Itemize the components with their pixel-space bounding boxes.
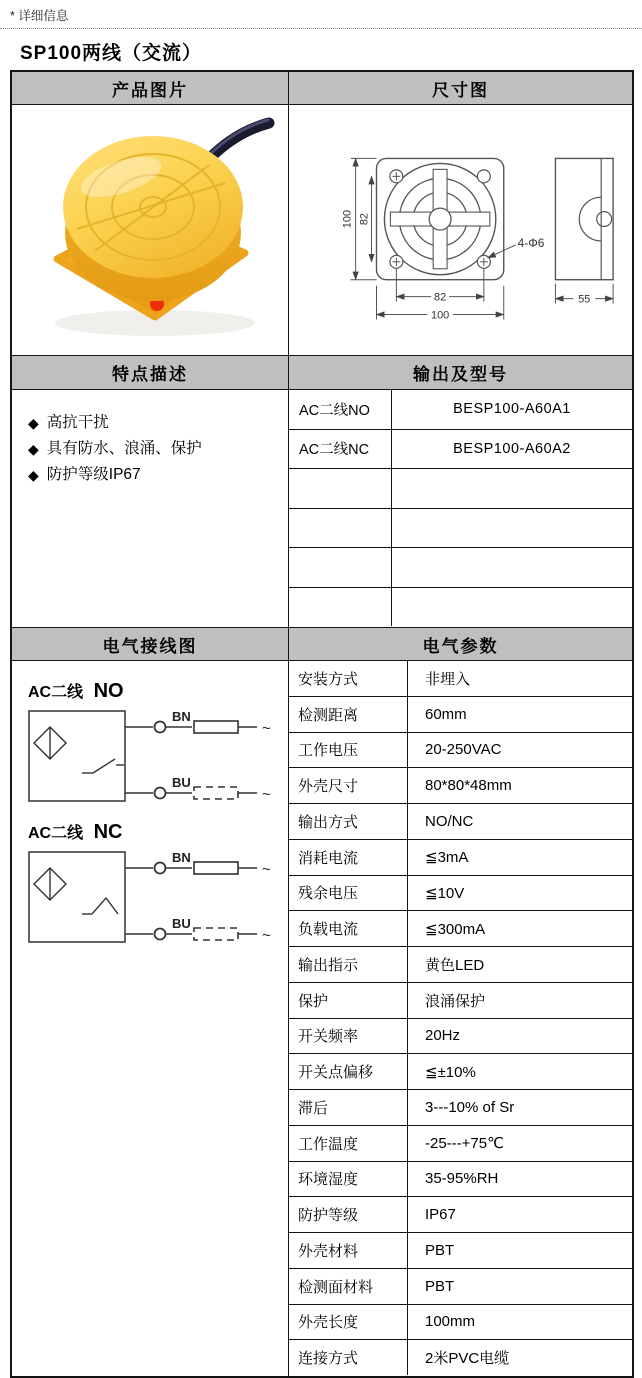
section2-header-row <box>12 356 632 390</box>
output-row <box>289 390 632 430</box>
wiring-nc-prefix: AC二线 <box>28 825 84 842</box>
parameter-value: 35-95%RH <box>425 1170 499 1188</box>
parameter-value: 20Hz <box>425 1027 461 1045</box>
side-view-outline <box>555 158 613 279</box>
wire-bn-label: BN <box>172 850 191 865</box>
terminal <box>155 929 166 940</box>
feature-item <box>28 436 282 462</box>
parameter-row <box>289 1054 632 1090</box>
parameters-table <box>289 661 632 1376</box>
parameter-label: 工作温度 <box>289 1126 408 1161</box>
parameter-label: 连接方式 <box>289 1340 408 1375</box>
dim-holes: 4-Φ6 <box>517 235 545 250</box>
parameter-value: -25---+75℃ <box>425 1135 504 1153</box>
parameter-row <box>289 1197 632 1233</box>
outputs-table <box>289 390 632 627</box>
feature-text: 具有防水、浪涌、保护 <box>46 440 202 457</box>
parameter-label: 开关点偏移 <box>289 1054 408 1089</box>
parameter-row <box>289 876 632 912</box>
parameter-value: 非埋入 <box>425 670 471 688</box>
parameter-row <box>289 840 632 876</box>
wiring-nc-title <box>28 820 288 844</box>
wiring-no-title <box>28 679 288 703</box>
parameter-label: 安装方式 <box>289 661 408 696</box>
features-cell <box>12 390 289 627</box>
dim-width-outer: 100 <box>431 309 450 322</box>
parameter-value: IP67 <box>425 1206 456 1224</box>
feature-text: 高抗干扰 <box>46 414 109 431</box>
dotted-divider <box>0 27 642 29</box>
parameter-label: 保护 <box>289 983 408 1018</box>
wiring-no-name: NO <box>93 680 124 702</box>
features-header: 特点描述 <box>12 356 289 389</box>
parameter-label: 环境湿度 <box>289 1162 408 1197</box>
page-title: SP100两线（交流） <box>20 43 203 64</box>
load-box <box>194 721 238 733</box>
parameter-row <box>289 733 632 769</box>
parameter-value: NO/NC <box>425 812 474 830</box>
output-row <box>289 509 632 549</box>
parameter-row <box>289 1162 632 1198</box>
ac-symbol: ~ <box>262 720 271 737</box>
output-row <box>289 430 632 470</box>
feature-item <box>28 462 282 488</box>
parameter-label: 防护等级 <box>289 1197 408 1232</box>
parameter-row <box>289 1269 632 1305</box>
dimension-diagram-cell <box>289 105 632 355</box>
dim-height-inner: 82 <box>358 212 371 226</box>
output-row <box>289 548 632 588</box>
section3-body-row <box>12 661 632 1376</box>
parameter-label: 检测距离 <box>289 697 408 732</box>
parameter-row <box>289 768 632 804</box>
wiring-diagram-nc <box>26 846 278 950</box>
holes-leader <box>488 245 516 258</box>
parameter-row <box>289 1126 632 1162</box>
parameter-value: ≦10V <box>425 884 465 902</box>
side-bump <box>579 197 601 241</box>
load-box-dashed <box>194 787 238 799</box>
output-row <box>289 588 632 627</box>
output-row <box>289 469 632 509</box>
parameter-value: ≦3mA <box>425 849 469 867</box>
parameter-label: 工作电压 <box>289 733 408 768</box>
wiring-cell <box>12 661 289 1376</box>
parameter-row <box>289 1019 632 1055</box>
parameter-value: 浪涌保护 <box>425 992 486 1010</box>
output-model-number <box>392 588 632 627</box>
output-model-number <box>392 469 632 508</box>
parameter-row <box>289 1340 632 1375</box>
parameter-value: ≦300mA <box>425 920 486 938</box>
parameter-row <box>289 661 632 697</box>
parameter-row <box>289 1090 632 1126</box>
parameter-label: 残余电压 <box>289 876 408 911</box>
load-box-dashed <box>194 928 238 940</box>
terminal <box>155 863 166 874</box>
output-type-label <box>289 509 392 548</box>
wiring-diagram-no <box>26 705 278 809</box>
parameter-row <box>289 1305 632 1341</box>
parameter-row <box>289 947 632 983</box>
ac-symbol: ~ <box>262 927 271 944</box>
spec-table <box>10 70 634 1378</box>
section3-header-row <box>12 628 632 661</box>
product-photo-cell <box>12 105 289 355</box>
parameter-value: 2米PVC电缆 <box>425 1350 510 1368</box>
output-type-label <box>289 469 392 508</box>
parameter-label: 外壳长度 <box>289 1305 408 1340</box>
parameters-header: 电气参数 <box>422 636 499 656</box>
section1-body-row <box>12 105 632 356</box>
parameter-row <box>289 1233 632 1269</box>
ac-symbol: ~ <box>262 786 271 803</box>
output-model-number <box>392 509 632 548</box>
output-model-number: BESP100-A60A1 <box>453 401 571 418</box>
wire-bn-label: BN <box>172 709 191 724</box>
output-type-label <box>289 588 392 627</box>
parameter-label: 检测面材料 <box>289 1269 408 1304</box>
parameter-label: 输出方式 <box>289 804 408 839</box>
mount-hole <box>477 170 490 183</box>
diamond-bullet-icon: ◆ <box>28 415 39 431</box>
parameter-label: 负载电流 <box>289 911 408 946</box>
parameter-value: 100mm <box>425 1313 476 1331</box>
nc-contact-symbol <box>92 898 118 914</box>
load-box <box>194 862 238 874</box>
parameter-label: 外壳材料 <box>289 1233 408 1268</box>
side-hole <box>597 212 612 227</box>
dimension-diagram <box>289 106 632 354</box>
wiring-diagrams <box>12 661 288 955</box>
ac-symbol: ~ <box>262 861 271 878</box>
parameter-value: 80*80*48mm <box>425 777 512 795</box>
output-type-label: AC二线NO <box>289 390 392 429</box>
dim-width-inner: 82 <box>434 291 447 304</box>
dim-depth: 55 <box>578 293 591 306</box>
wiring-nc-name: NC <box>93 821 123 843</box>
parameter-value: 黄色LED <box>425 956 485 974</box>
parameter-label: 输出指示 <box>289 947 408 982</box>
output-model-number: BESP100-A60A2 <box>453 440 571 457</box>
parameter-label: 滞后 <box>289 1090 408 1125</box>
terminal <box>155 788 166 799</box>
wiring-header: 电气接线图 <box>12 628 289 660</box>
parameter-row <box>289 911 632 947</box>
parameter-value: 60mm <box>425 705 467 723</box>
parameter-row <box>289 804 632 840</box>
no-contact-symbol <box>93 759 115 773</box>
dim-height-outer: 100 <box>341 209 354 229</box>
parameter-value: 3---10% of Sr <box>425 1098 515 1116</box>
outputs-header: 输出及型号 <box>413 365 508 384</box>
parameter-value: ≦±10% <box>425 1063 476 1081</box>
output-type-label <box>289 548 392 587</box>
dimension-diagram-header: 尺寸图 <box>432 80 489 100</box>
wire-bu-label: BU <box>172 775 191 790</box>
grille-center <box>429 208 451 230</box>
parameter-label: 外壳尺寸 <box>289 768 408 803</box>
features-list <box>12 390 288 488</box>
parameter-value: PBT <box>425 1241 455 1259</box>
output-type-label: AC二线NC <box>289 430 392 469</box>
parameter-row <box>289 697 632 733</box>
feature-text: 防护等级IP67 <box>46 466 141 483</box>
wire-bu-label: BU <box>172 916 191 931</box>
parameter-label: 消耗电流 <box>289 840 408 875</box>
wiring-no-prefix: AC二线 <box>28 684 84 701</box>
section1-header-row <box>12 72 632 105</box>
section2-body-row <box>12 390 632 628</box>
feature-item <box>28 410 282 436</box>
product-image-header: 产品图片 <box>12 72 289 104</box>
parameter-value: PBT <box>425 1277 455 1295</box>
diamond-bullet-icon: ◆ <box>28 441 39 457</box>
parameter-label: 开关频率 <box>289 1019 408 1054</box>
parameter-value: 20-250VAC <box>425 741 502 759</box>
terminal <box>155 722 166 733</box>
output-model-number <box>392 548 632 587</box>
product-photo <box>25 111 275 349</box>
breadcrumb: * 详细信息 <box>10 9 69 23</box>
diamond-bullet-icon: ◆ <box>28 467 39 483</box>
parameter-row <box>289 983 632 1019</box>
